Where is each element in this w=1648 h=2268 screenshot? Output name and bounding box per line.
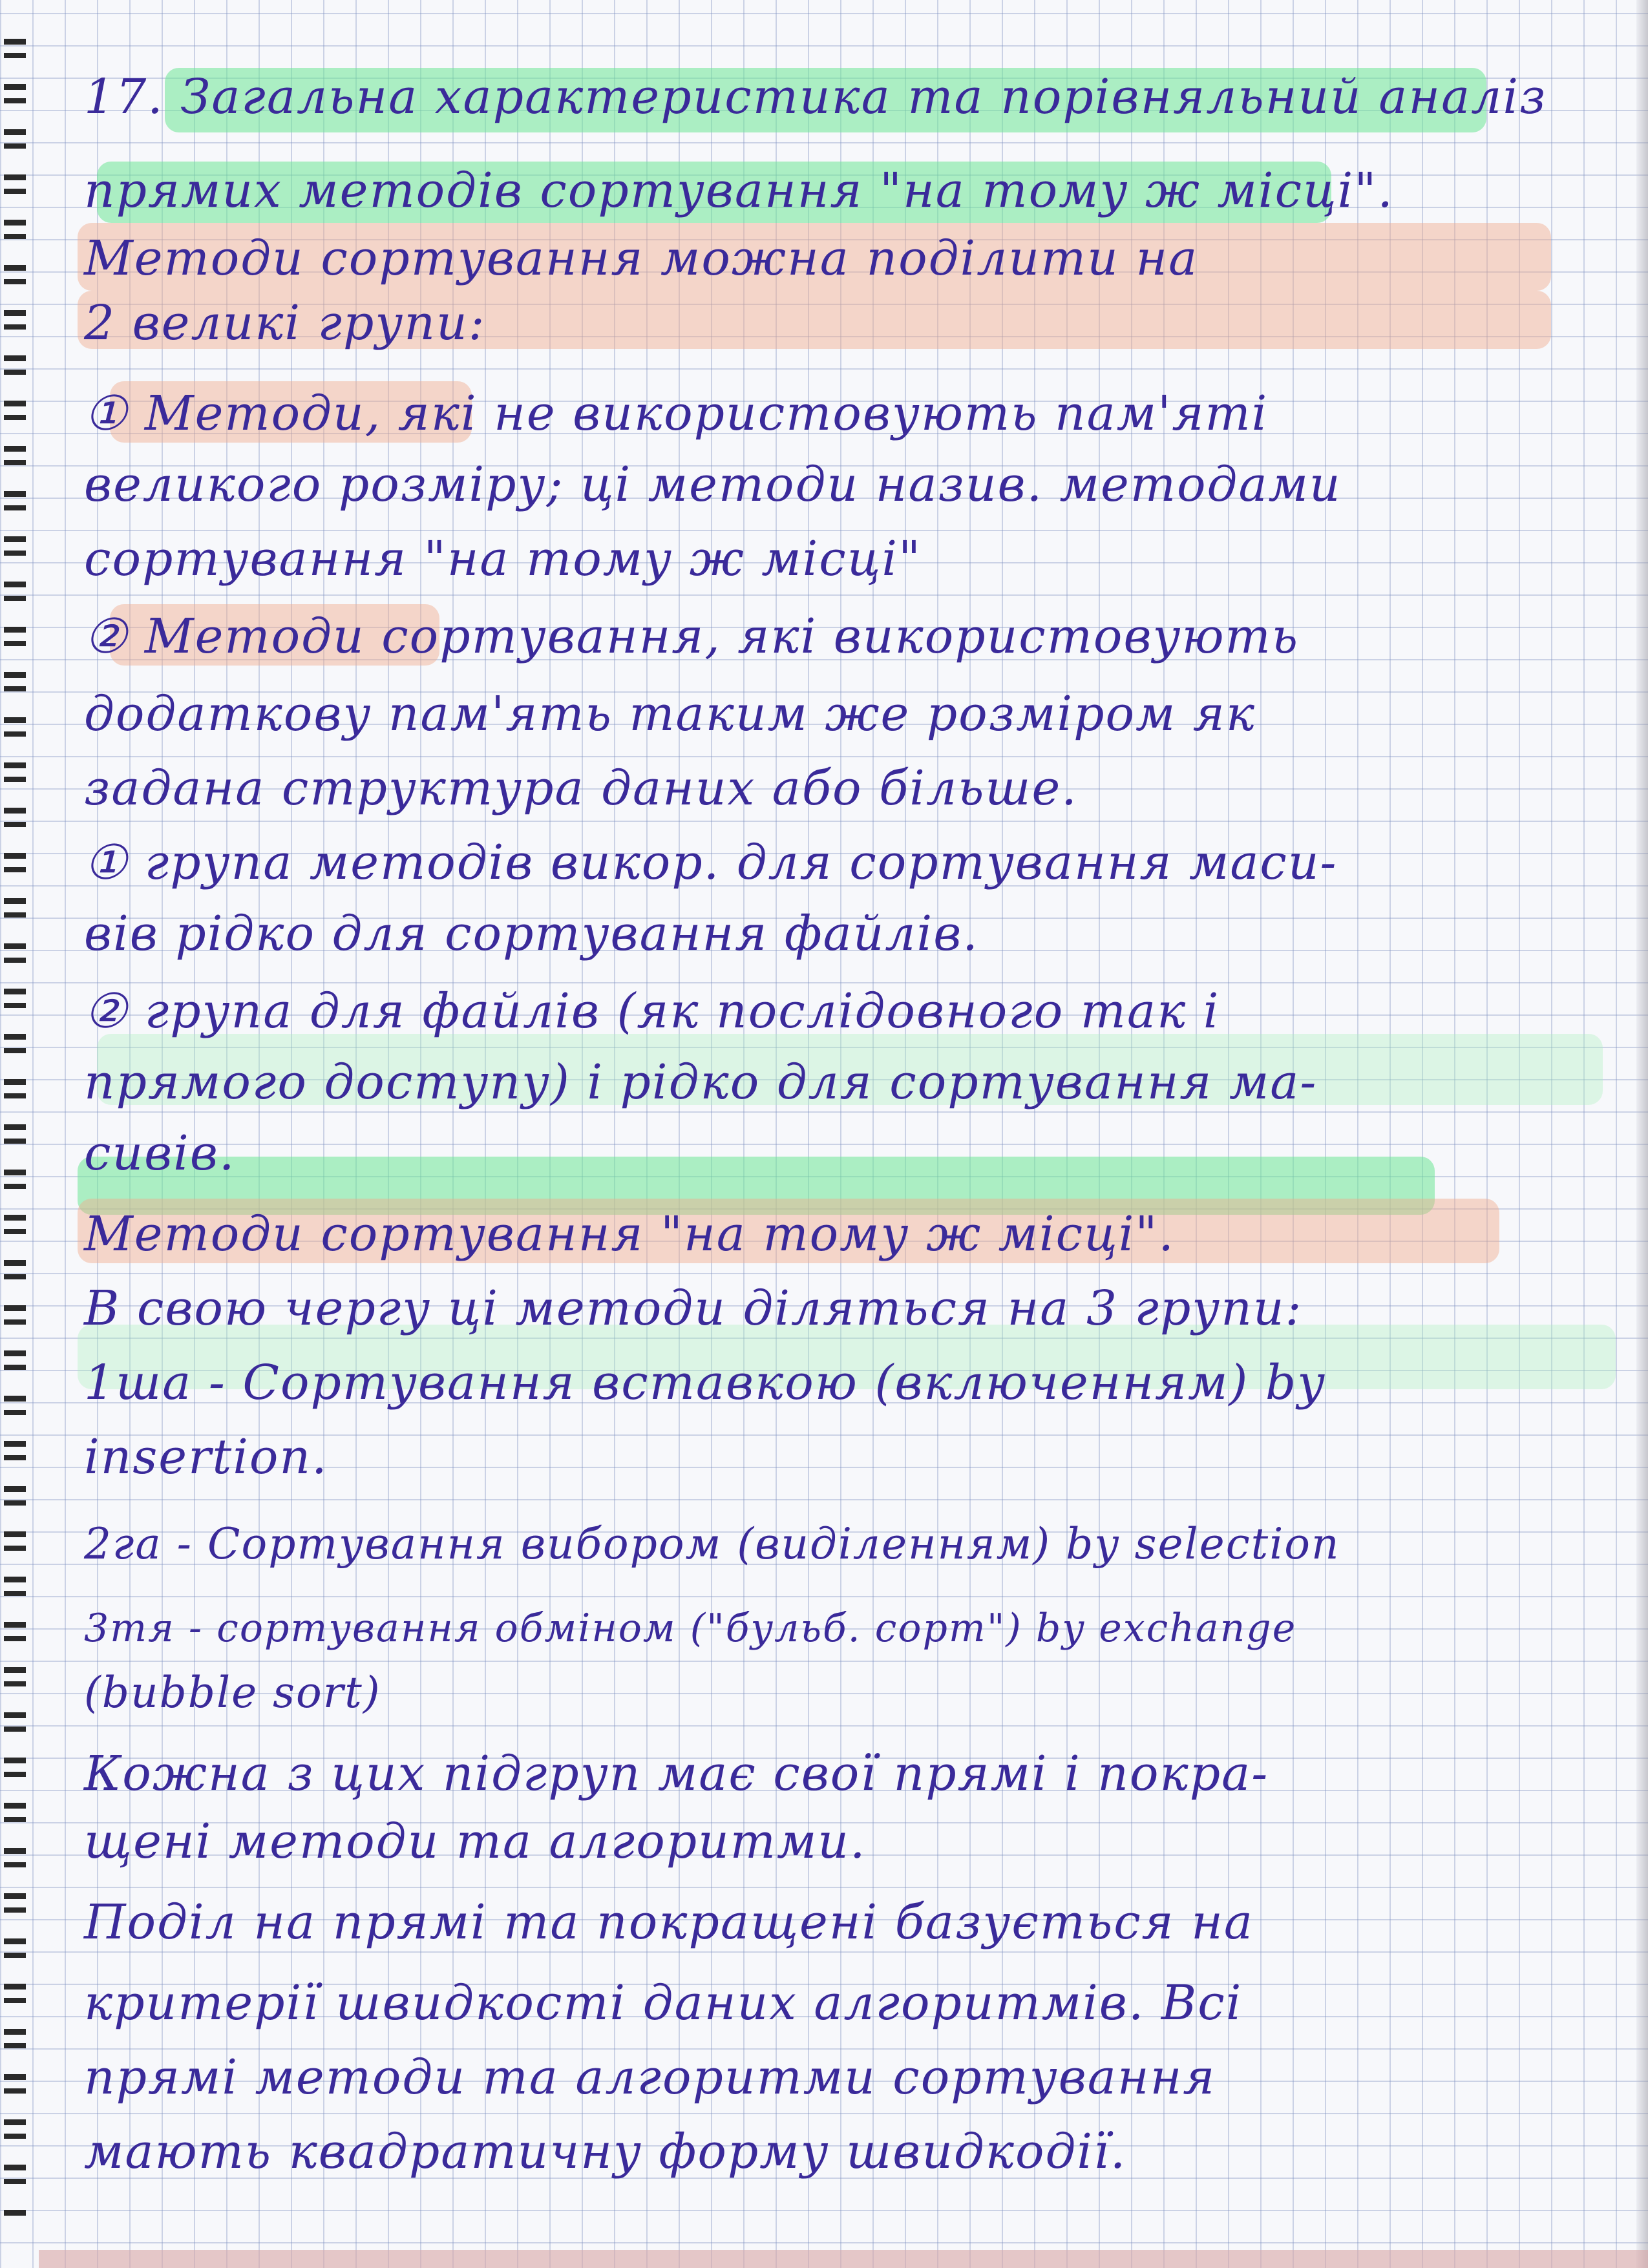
- text-line-12: вів рідко для сортування файлів.: [84, 906, 979, 961]
- text-line-20: 2га - Сортування вибором (виділенням) by selection: [84, 1519, 1340, 1569]
- text-line-9: додаткову пам'ять таким же розміром як: [84, 686, 1256, 742]
- text-line-18: 1ша - Сортування вставкою (включенням) by: [84, 1355, 1326, 1411]
- text-line-8: ② Методи сортування, які використовують: [84, 609, 1300, 664]
- text-line-24: щені методи та алгоритми.: [84, 1814, 867, 1869]
- text-line-21: 3тя - сортування обміном ("бульб. сорт") by exchange: [84, 1606, 1297, 1651]
- text-line-10: задана структура даних або більше.: [84, 761, 1078, 816]
- text-line-1: 17. Загальна характеристика та порівняльний аналіз: [84, 69, 1547, 125]
- text-line-22: (bubble sort): [84, 1668, 381, 1717]
- text-line-4: 2 великі групи:: [84, 295, 486, 351]
- text-line-28: мають квадратичну форму швидкодії.: [84, 2124, 1127, 2179]
- text-line-13: ② група для файлів (як послідовного так і: [84, 983, 1220, 1039]
- text-line-23: Кожна з цих підгруп має свої прямі і покра-: [84, 1746, 1269, 1801]
- page-bottom-edge: [39, 2250, 1648, 2268]
- text-line-5: ① Методи, які не використовують пам'яті: [84, 386, 1269, 441]
- text-line-16: Методи сортування "на тому ж місці".: [84, 1206, 1175, 1262]
- text-line-15: сивів.: [84, 1126, 236, 1181]
- text-line-11: ① група методів викор. для сортування маси-: [84, 835, 1338, 890]
- text-line-3: Методи сортування можна поділити на: [84, 231, 1199, 286]
- text-line-25: Поділ на прямі та покращені базується на: [84, 1895, 1254, 1950]
- text-line-27: прямі методи та алгоритми сортування: [84, 2050, 1216, 2105]
- text-line-17: В свою чергу ці методи діляться на 3 групи:: [84, 1281, 1303, 1336]
- text-line-7: сортування "на тому ж місці": [84, 531, 922, 587]
- text-line-6: великого розміру; ці методи назив. методами: [84, 457, 1342, 512]
- text-line-26: критерії швидкості даних алгоритмів. Всі: [84, 1975, 1243, 2031]
- text-line-2: прямих методів сортування "на тому ж місці".: [84, 163, 1394, 218]
- spiral-binding: [0, 39, 39, 2223]
- text-line-19: insertion.: [84, 1429, 328, 1485]
- page-edge: [1636, 0, 1648, 2268]
- text-line-14: прямого доступу) і рідко для сортування ма-: [84, 1055, 1318, 1110]
